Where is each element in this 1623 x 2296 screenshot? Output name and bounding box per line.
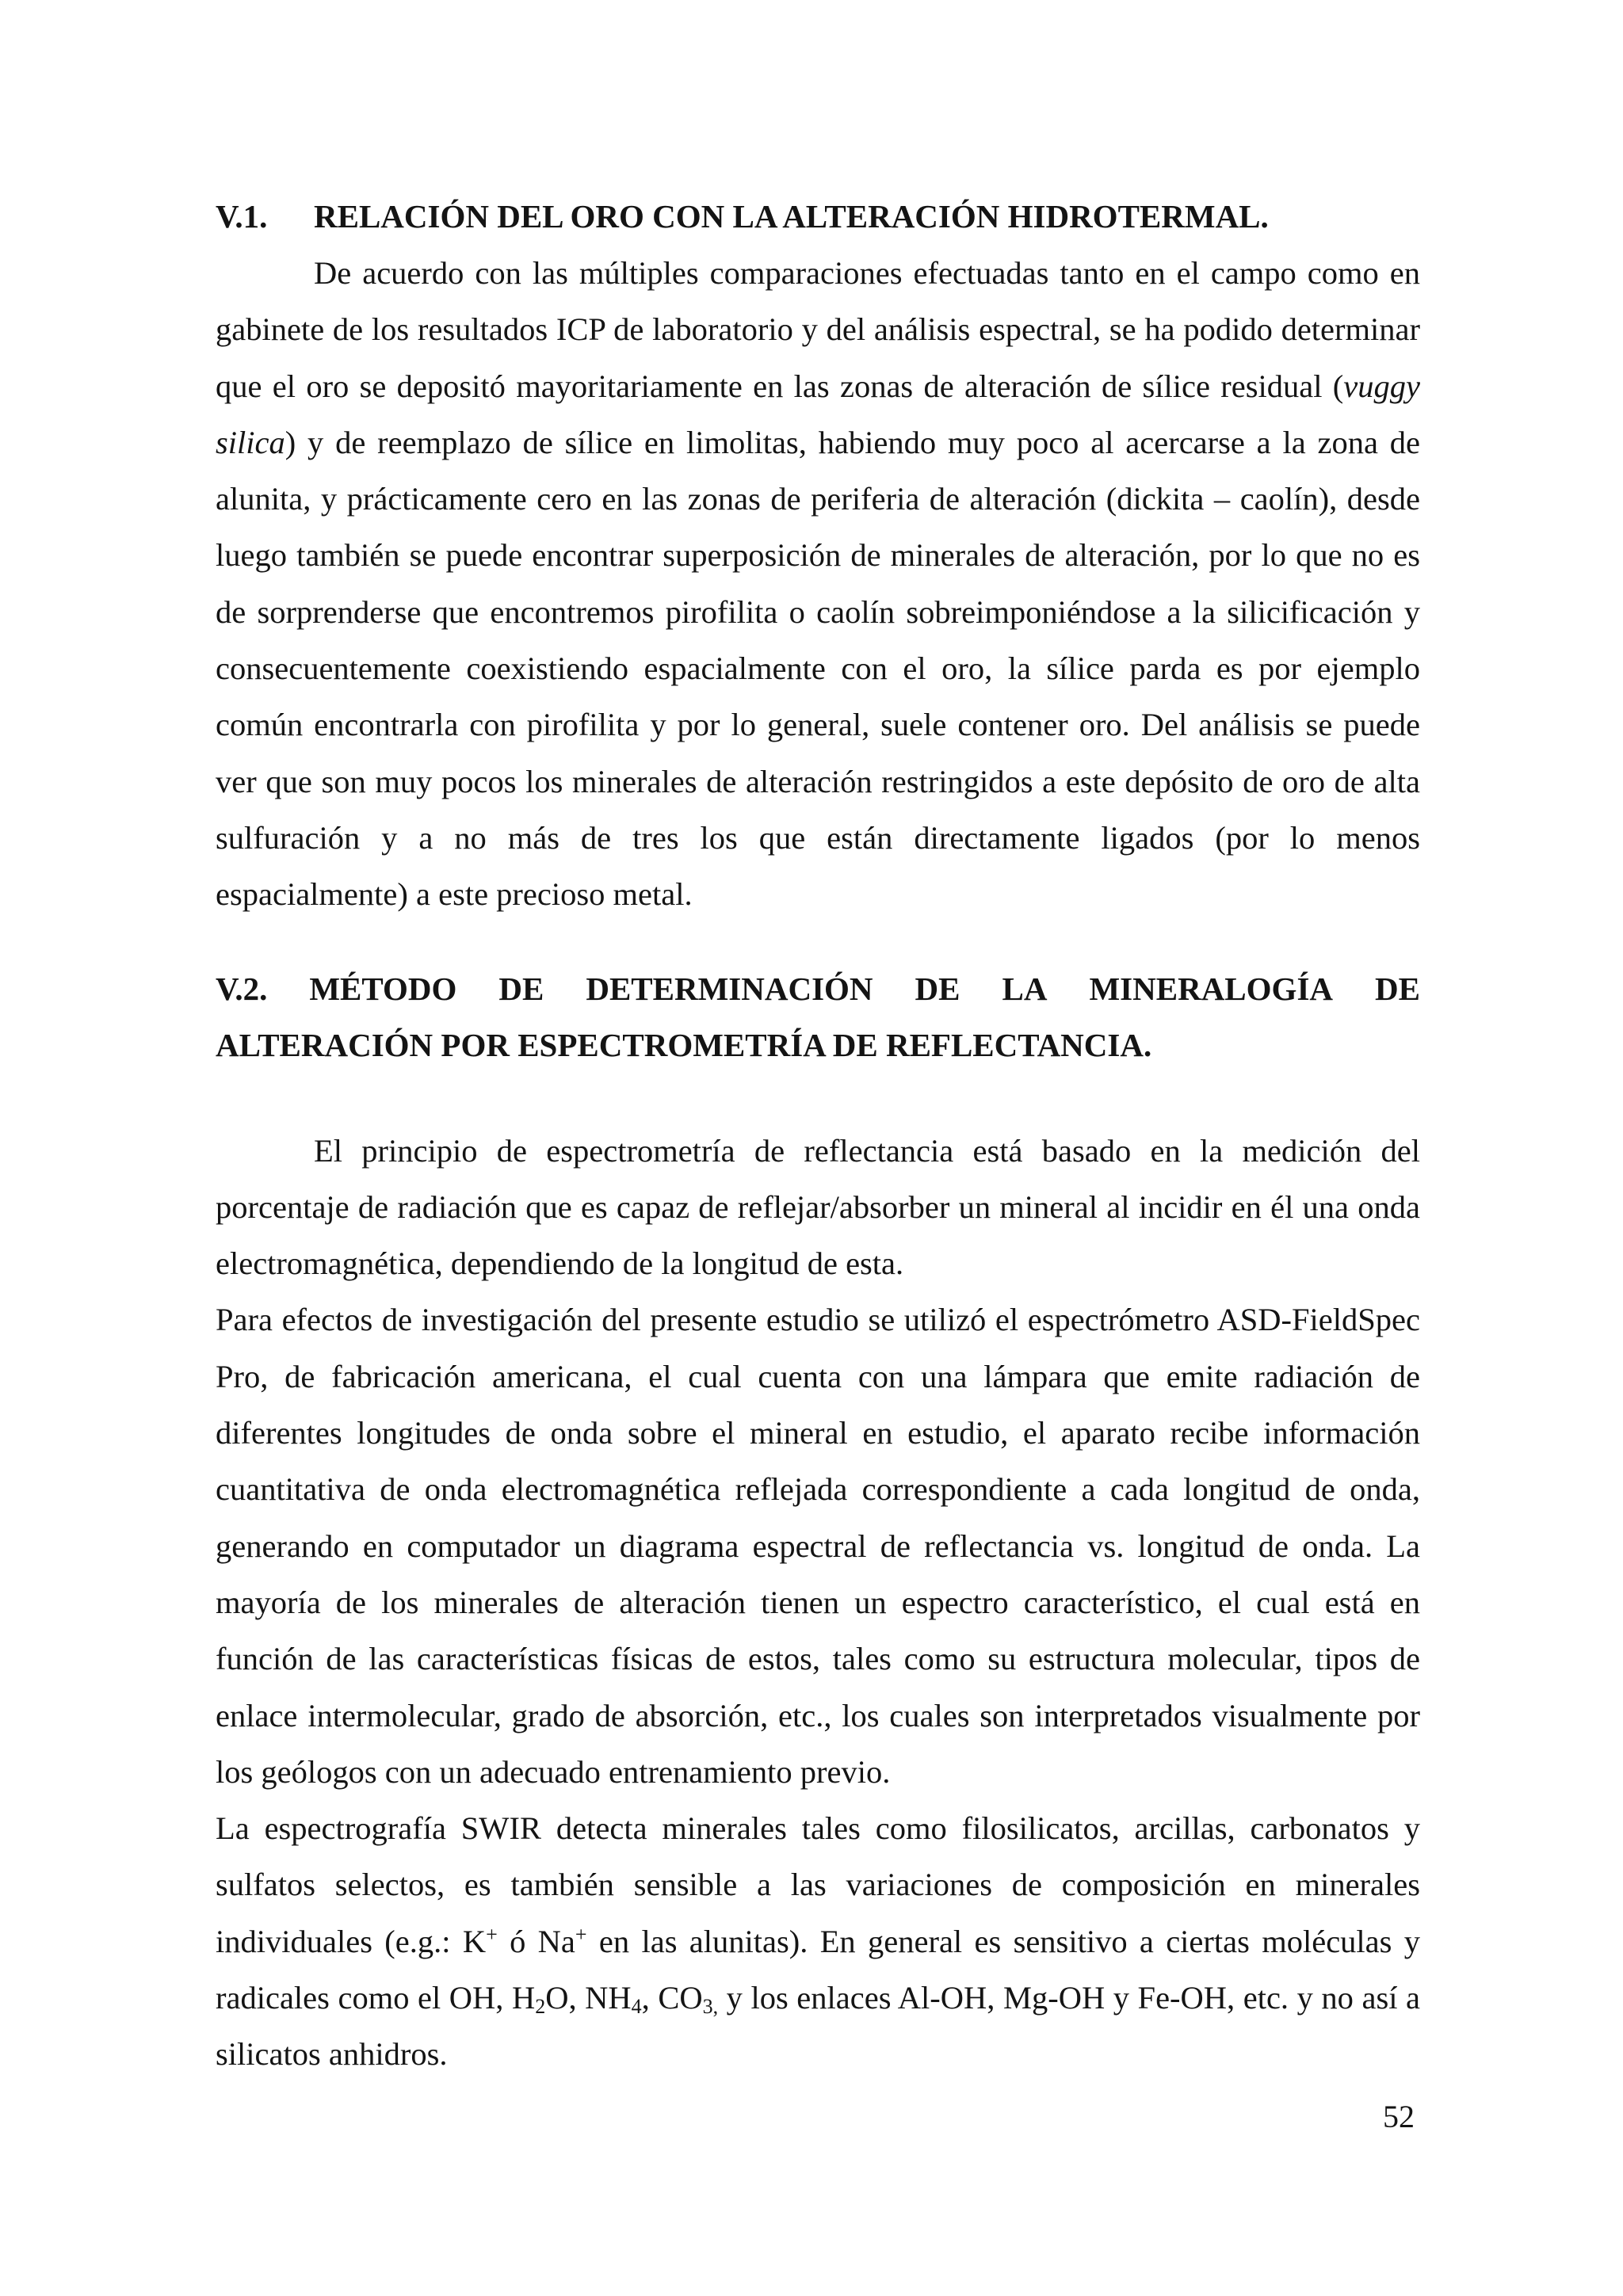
title-word: DE xyxy=(915,970,960,1007)
paragraph-text: y los enlaces Al-OH, Mg-OH y Fe-OH, etc. y no así a silicatos anhidros. xyxy=(216,1980,1421,2073)
title-word: DE xyxy=(498,970,544,1007)
paragraph-text: La espectrografía SWIR detecta minerales tales como filosilicatos, arcillas, carbonatos y sulfatos selectos, es también sensible a las variaciones de composición en minerales individuales (e.g.: K xyxy=(216,1810,1420,1959)
title-word: LA xyxy=(1002,970,1048,1007)
title-word: DE xyxy=(1375,970,1420,1007)
superscript: + xyxy=(575,1922,587,1946)
section-title-line-1 xyxy=(216,961,1420,1017)
page-number: 52 xyxy=(1383,2099,1415,2134)
subscript: 3, xyxy=(702,1995,719,2019)
section-title: RELACIÓN DEL ORO CON LA ALTERACIÓN HIDROTERMAL. xyxy=(314,198,1269,235)
paragraph-text: ) y de reemplazo de sílice en limolitas, habiendo muy poco al acercarse a la zona de alunita, y prácticamente cero en las zonas de periferia de alteración (dickita – caolín), desde luego también se puede encontrar superposición de minerales de alteración, por lo que no es de sorprenderse que encontremos pirofilita o caolín sobreimponiéndose a la silicificación y consecuentemente coexistiendo espacialmente con el oro, la sílice parda es por ejemplo común encontrarla con pirofilita y por lo general, suele contener oro. Del análisis se puede ver que son muy pocos los minerales de alteración restringidos a este depósito de oro de alta sulfuración y a no más de tres los que están directamente ligados (por lo menos espacialmente) a este precioso metal. xyxy=(216,424,1420,913)
section-title-line-2: ALTERACIÓN POR ESPECTROMETRÍA DE REFLECTANCIA. xyxy=(216,1026,1152,1063)
subscript: 2 xyxy=(535,1995,546,2019)
subscript: 4 xyxy=(631,1995,642,2019)
body-paragraph xyxy=(216,1800,1420,2082)
title-word: MINERALOGÍA xyxy=(1089,970,1334,1007)
document-page xyxy=(216,189,1420,2083)
body-paragraph: Para efectos de investigación del presente estudio se utilizó el espectrómetro ASD-FieldSpec Pro, de fabricación americana, el cual cuenta con una lámpara que emite radiación de diferentes longitudes de onda sobre el mineral en estudio, el aparato recibe información cuantitativa de onda electromagnética reflejada correspondiente a cada longitud de onda, generando en computador un diagrama espectral de reflectancia vs. longitud de onda. La mayoría de los minerales de alteración tienen un espectro característico, el cual está en función de las características físicas de estos, tales como su estructura molecular, tipos de enlace intermolecular, grado de absorción, etc., los cuales son interpretados visualmente por los geólogos con un adecuado entrenamiento previo. xyxy=(216,1302,1420,1790)
title-word: MÉTODO xyxy=(309,970,457,1007)
paragraph-text: ó Na xyxy=(497,1923,575,1959)
paragraph-text: De acuerdo con las múltiples comparaciones efectuadas tanto en el campo como en gabinete de los resultados ICP de laboratorio y del análisis espectral, se ha podido determinar que el oro se depositó mayoritariamente en las zonas de alteración de sílice residual ( xyxy=(216,255,1420,404)
section-heading-v1 xyxy=(216,189,1420,245)
body-paragraph: El principio de espectrometría de reflectancia está basado en la medición del porcentaje de radiación que es capaz de reflejar/absorber un mineral al incidir en él una onda electromagnética, dependiendo de la longitud de esta. xyxy=(216,1132,1420,1282)
section-heading-v2 xyxy=(216,961,1420,1074)
paragraph-text: en las alunitas). En general es sensitivo a ciertas moléculas y radicales como el OH, H xyxy=(216,1923,1420,2016)
paragraph-text: O, NH xyxy=(545,1980,632,2016)
italic-term: vuggy silica xyxy=(216,368,1420,460)
body-paragraph xyxy=(216,245,1420,923)
paragraph-text: , CO xyxy=(641,1980,703,2016)
superscript: + xyxy=(486,1922,498,1946)
section-number: V.1. xyxy=(216,198,268,235)
title-word: DETERMINACIÓN xyxy=(586,970,873,1007)
section-number: V.2. xyxy=(216,970,268,1007)
